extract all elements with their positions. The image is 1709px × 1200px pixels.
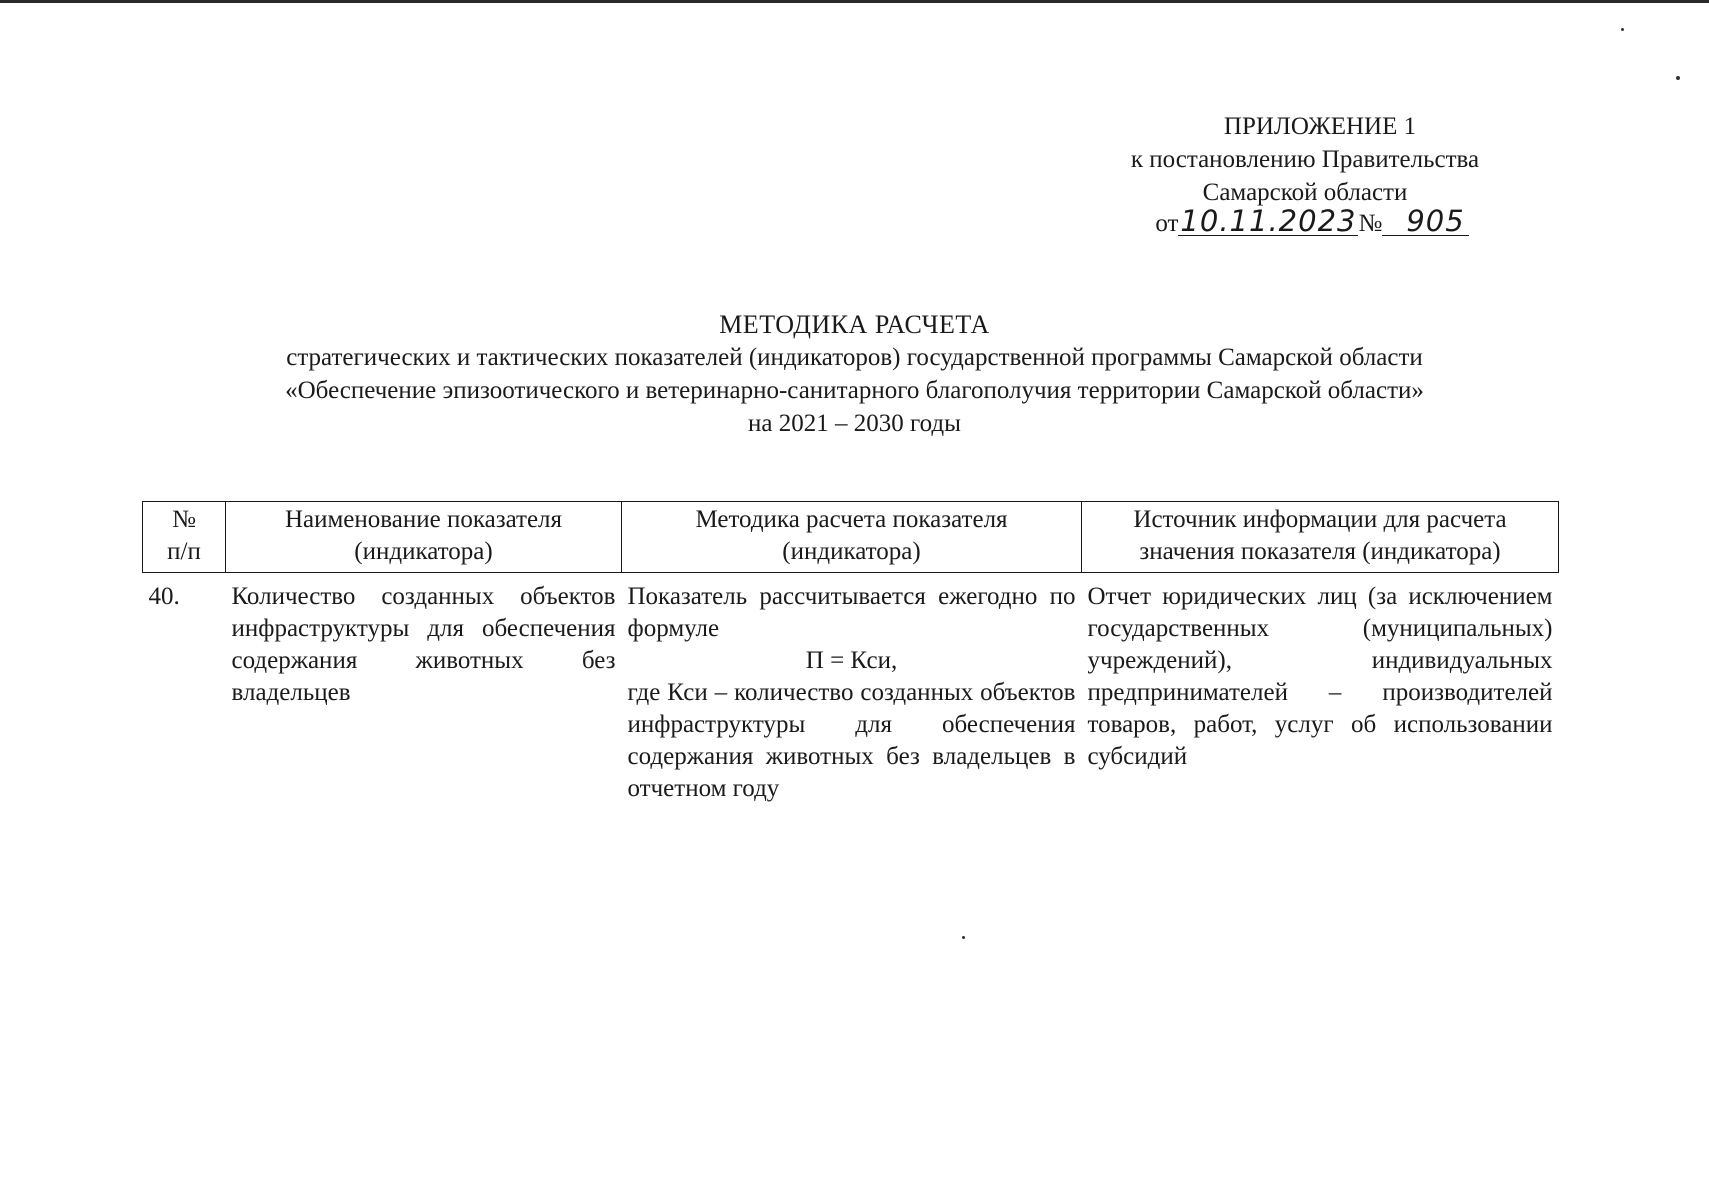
table-row <box>143 573 1559 806</box>
indicators-table <box>142 501 1559 805</box>
header-number <box>143 502 226 573</box>
appendix-date-line <box>1080 204 1530 240</box>
document-heading <box>0 308 1709 440</box>
header-method-line-2: (индикатора) <box>782 538 921 565</box>
scan-edge <box>0 0 1709 3</box>
row-calculation-method <box>622 573 1082 806</box>
document-subtitle-line-2: «Обеспечение эпизоотического и ветеринарно-санитарного благополучия территории Самарской области» <box>285 377 1424 404</box>
table-header-row <box>143 502 1559 573</box>
handwritten-number: 905 <box>1382 207 1468 236</box>
row-indicator-name: Количество созданных объектов инфраструктуры для обеспечения содержания животных без владельцев <box>231 583 616 706</box>
indicators-table-container <box>142 501 1559 805</box>
document-title: МЕТОДИКА РАСЧЕТА <box>719 310 990 339</box>
date-prefix: от <box>1155 210 1179 237</box>
header-number-line-2: п/п <box>167 538 201 565</box>
handwritten-date: 10.11.2023 <box>1180 204 1357 238</box>
header-information-source <box>1082 502 1559 573</box>
header-method-line-1: Методика расчета показателя <box>695 506 1008 533</box>
appendix-header <box>1080 110 1530 240</box>
scan-speck <box>1676 76 1680 80</box>
number-prefix: № <box>1358 210 1383 237</box>
appendix-title: ПРИЛОЖЕНИЕ 1 <box>1223 113 1417 140</box>
header-name-line-1: Наименование показателя <box>284 506 563 533</box>
method-intro: Показатель рассчитывается ежегодно по формуле <box>627 583 1076 642</box>
scan-speck <box>1621 28 1624 31</box>
header-indicator-name <box>226 502 622 573</box>
header-number-line-1: № <box>172 506 196 533</box>
row-number: 40. <box>148 583 180 610</box>
appendix-resolution-line: к постановлению Правительства <box>1130 146 1480 173</box>
header-source-line-2: значения показателя (индикатора) <box>1139 538 1501 565</box>
scan-speck <box>962 936 965 939</box>
document-subtitle-line-3: на 2021 – 2030 годы <box>748 410 961 437</box>
header-calculation-method <box>622 502 1082 573</box>
method-formula: П = Кси, <box>805 647 898 674</box>
document-subtitle-line-1: стратегических и тактических показателей (индикаторов) государственной программы Самарской области <box>286 344 1423 371</box>
header-source-line-1: Источник информации для расчета <box>1133 506 1507 533</box>
method-description: где Кси – количество созданных объектов инфраструктуры для обеспечения содержания животных без владельцев в отчетном году <box>627 679 1076 802</box>
appendix-region-line: Самарской области <box>1202 179 1408 206</box>
header-name-line-2: (индикатора) <box>354 538 493 565</box>
row-information-source: Отчет юридических лиц (за исключением государственных (муниципальных) учреждений), индивидуальных предпринимателей – производителей товаров, работ, услуг об использовании субсидий <box>1087 583 1553 770</box>
